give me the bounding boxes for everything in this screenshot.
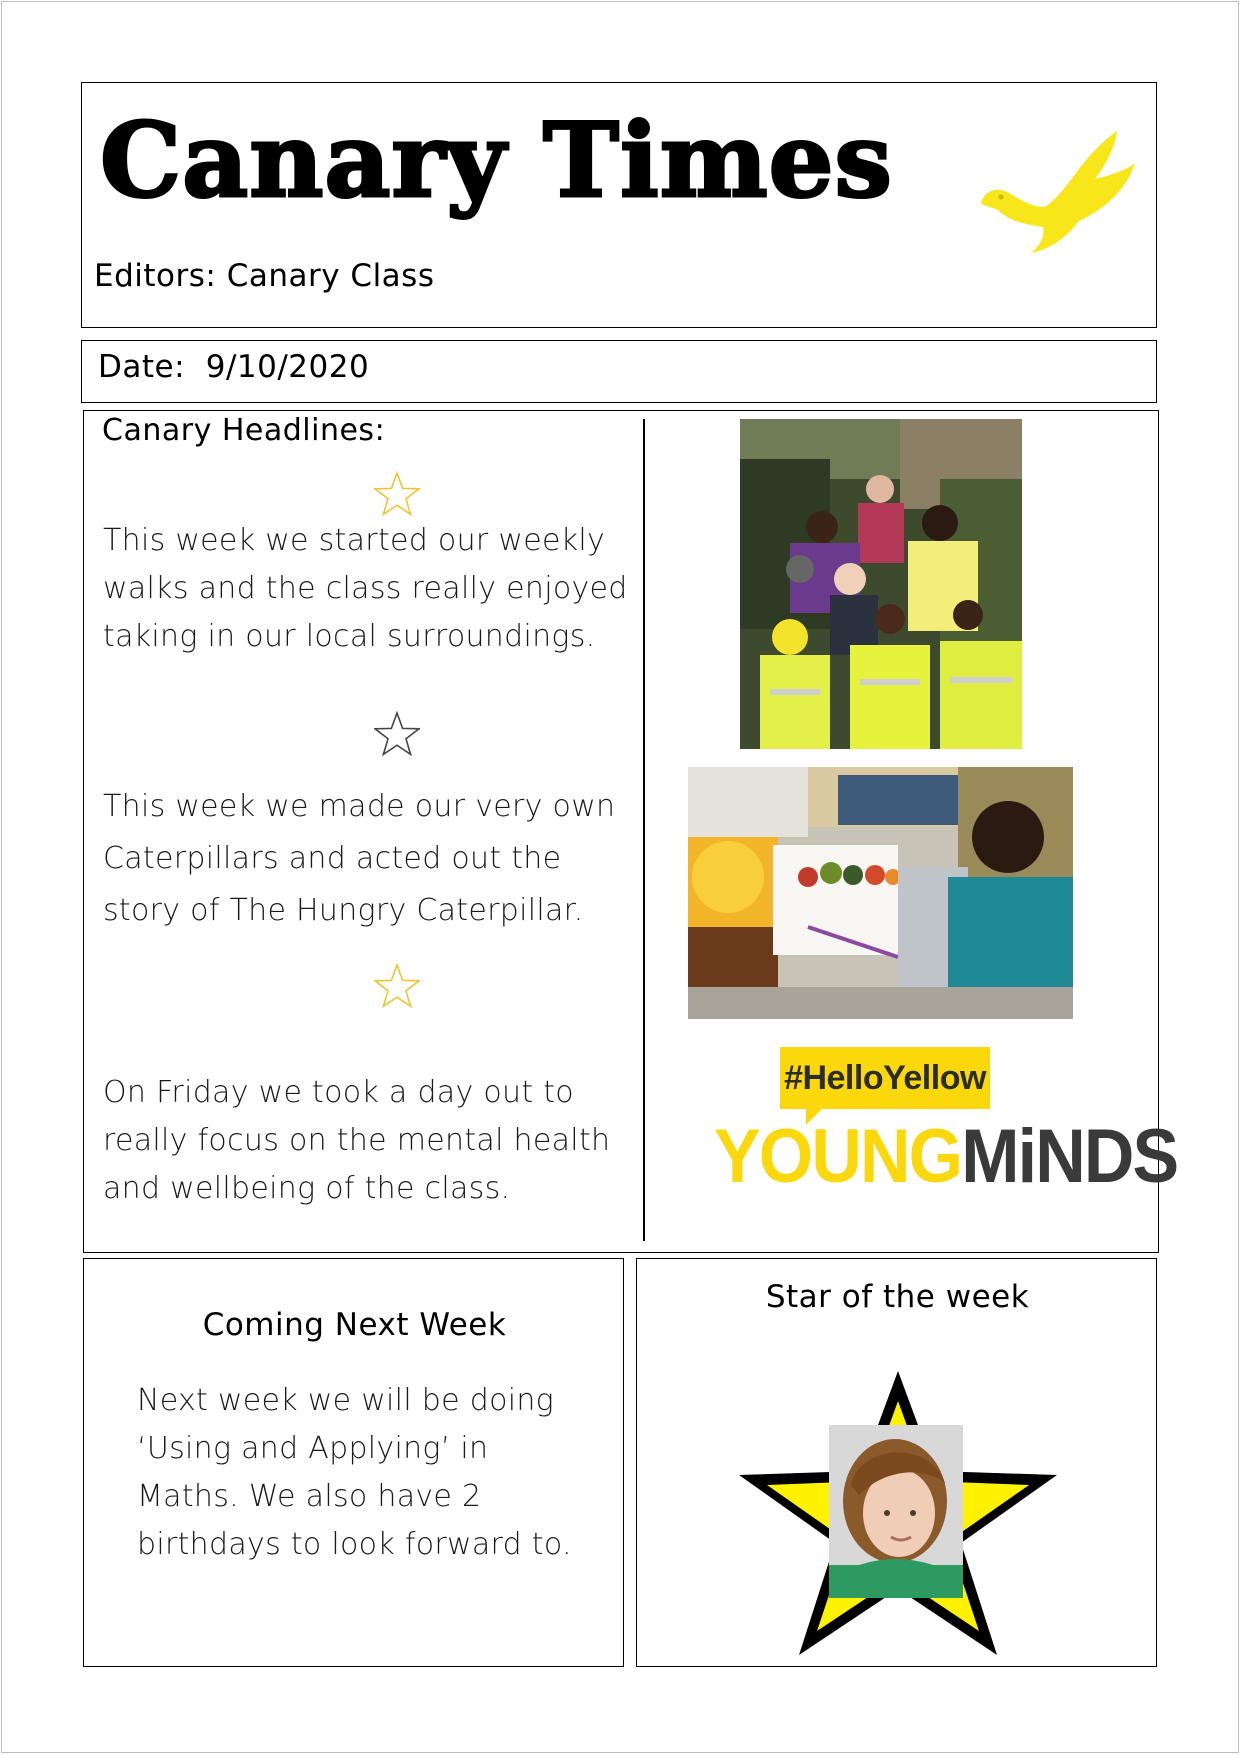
date-line: Date: 9/10/2020 bbox=[98, 349, 370, 385]
coming-next-week-text: Next week we will be doing ‘Using and Applying’ in Maths. We also have 2 birthdays to look forward to. bbox=[137, 1383, 572, 1562]
column-divider bbox=[643, 419, 645, 1241]
logo-minds-text: MiNDS bbox=[961, 1114, 1178, 1199]
headline-story: This week we started our weekly walks and the class really enjoyed taking in our local surroundings. bbox=[103, 523, 628, 654]
newsletter-title: Canary Times bbox=[100, 101, 893, 221]
star-icon bbox=[374, 471, 420, 517]
star-of-the-week-title: Star of the week bbox=[765, 1279, 1030, 1315]
headline-story: On Friday we took a day out to really focus on the mental health and wellbeing of the class. bbox=[103, 1075, 611, 1206]
masthead-box bbox=[81, 82, 1157, 328]
star-pupil-photo bbox=[829, 1425, 963, 1598]
caterpillar-story-photo bbox=[688, 767, 1073, 1019]
star-icon bbox=[374, 963, 420, 1009]
headlines-box bbox=[83, 410, 1178, 1253]
star-pupil-photo-art bbox=[829, 1425, 963, 1598]
youngminds-logo bbox=[714, 1047, 1178, 1199]
headline-story: This week we made our very own Caterpillars and acted out the story of The Hungry Caterpillar. bbox=[103, 789, 616, 928]
youngminds-wordmark bbox=[714, 1114, 1178, 1199]
editors-line: Editors: Canary Class bbox=[94, 258, 435, 294]
star-icon bbox=[374, 711, 420, 757]
class-walk-photo-art bbox=[740, 419, 1022, 749]
star-of-the-week-box bbox=[636, 1258, 1157, 1667]
bird-icon bbox=[975, 129, 1137, 255]
hello-yellow-tag: #HelloYellow bbox=[780, 1047, 990, 1109]
headlines-title: Canary Headlines: bbox=[102, 413, 386, 448]
coming-next-week-box bbox=[83, 1258, 624, 1667]
class-walk-photo bbox=[740, 419, 1022, 749]
logo-young-text: YOUNG bbox=[714, 1114, 962, 1199]
date-box bbox=[81, 340, 1157, 403]
caterpillar-story-photo-art bbox=[688, 767, 1073, 1019]
coming-next-week-title: Coming Next Week bbox=[202, 1307, 507, 1343]
